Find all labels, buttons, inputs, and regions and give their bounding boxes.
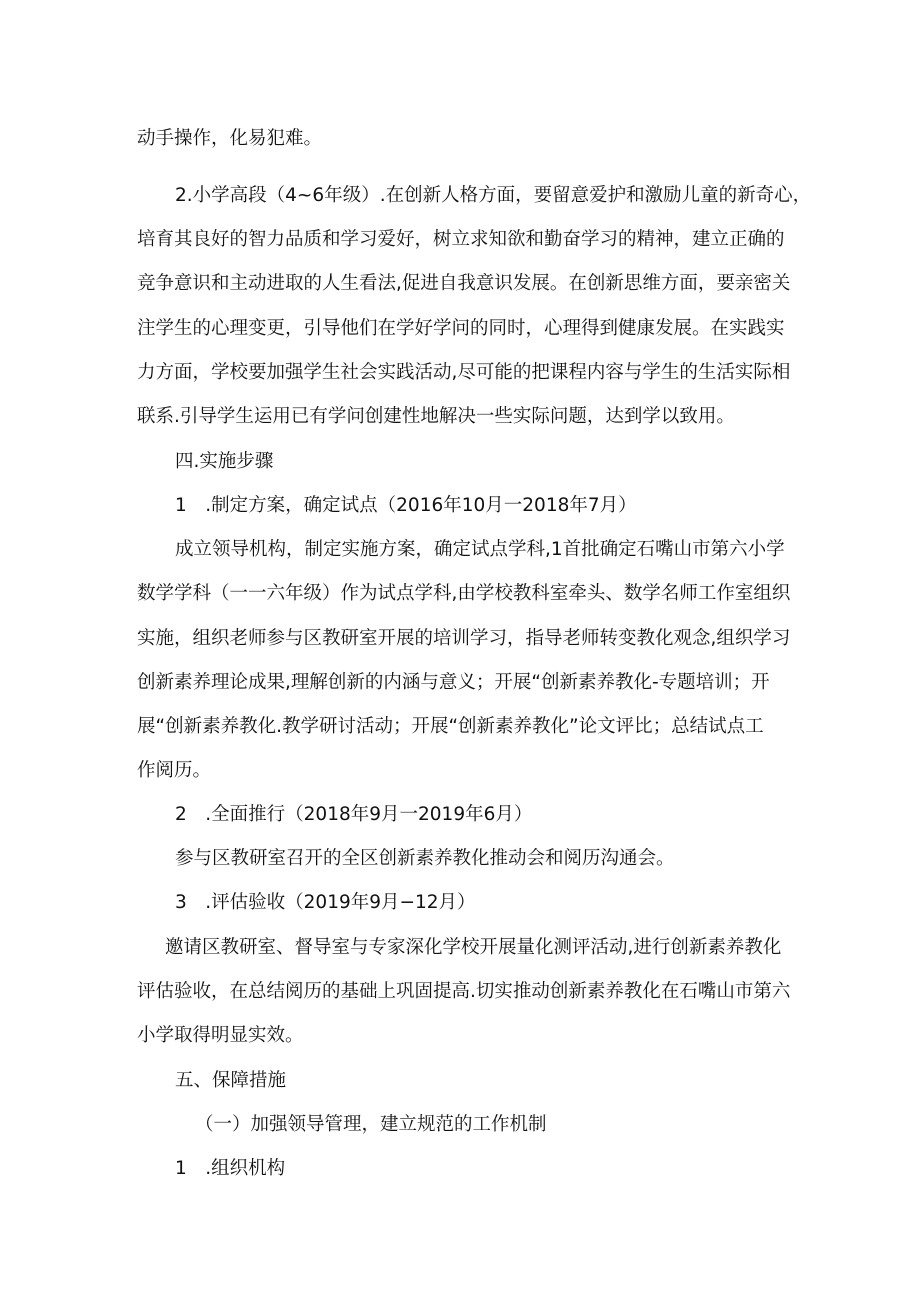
section-heading-5: 五、保障措施	[175, 1070, 287, 1091]
paragraph-line-3: 培育其良好的智力品质和学习爱好，树立求知欲和勤奋学习的精神，建立正确的	[137, 229, 785, 250]
paragraph-line-9: 数学学科（一一六年级）作为试点学科,由学校教科室牵头、数学名师工作室组织	[137, 583, 791, 604]
paragraph-line-15: 邀请区教研室、督导室与专家深化学校开展量化测评活动,进行创新素养教化	[165, 937, 782, 958]
item-heading-1: 1 .组织机构	[175, 1158, 286, 1179]
paragraph-line-5: 注学生的心理变更，引导他们在学好学问的同时，心理得到健康发展。在实践实	[137, 318, 785, 339]
paragraph-line-10: 实施，组织老师参与区教研室开展的培训学习，指导老师转变教化观念,组织学习	[137, 628, 791, 649]
paragraph-line-6: 力方面，学校要加强学生社会实践活动,尽可能的把课程内容与学生的生活实际相	[137, 362, 791, 383]
paragraph-line-14: 参与区教研室召开的全区创新素养教化推动会和阅历沟通会。	[175, 848, 675, 869]
paragraph-line-1: 动手操作，化易犯难。	[137, 128, 323, 149]
step-heading-2: 2 .全面推行（2018年9月一2019年6月）	[175, 804, 533, 825]
subsection-heading: （一）加强领导管理，建立规范的工作机制	[195, 1114, 547, 1135]
paragraph-line-7: 联系.引导学生运用已有学问创建性地解决一些实际问题，达到学以致用。	[137, 406, 735, 427]
step-heading-3: 3 .评估验收（2019年9月−12月）	[175, 892, 476, 913]
paragraph-line-8: 成立领导机构，制定实施方案，确定试点学科,1首批确定石嘴山市第六小学	[175, 539, 785, 560]
paragraph-line-11: 创新素养理论成果,理解创新的内涵与意义；开展“创新素养教化-专题培训；开	[137, 672, 770, 693]
paragraph-line-2: 2.小学高段（4~6年级）.在创新人格方面，要留意爱护和激励儿童的新奇心，	[175, 185, 812, 206]
paragraph-line-12: 展“创新素养教化.教学研讨活动；开展“创新素养教化”论文评比；总结试点工	[137, 716, 764, 737]
paragraph-line-13: 作阅历。	[137, 760, 212, 781]
paragraph-line-4: 竞争意识和主动进取的人生看法,促进自我意识发展。在创新思维方面，要亲密关	[137, 273, 791, 294]
paragraph-line-17: 小学取得明显实效。	[137, 1025, 304, 1046]
paragraph-line-16: 评估验收，在总结阅历的基础上巩固提高.切实推动创新素养教化在石嘴山市第六	[137, 981, 791, 1002]
step-heading-1: 1 .制定方案，确定试点（2016年10月一2018年7月）	[175, 495, 637, 516]
section-heading-4: 四.实施步骤	[175, 451, 274, 472]
